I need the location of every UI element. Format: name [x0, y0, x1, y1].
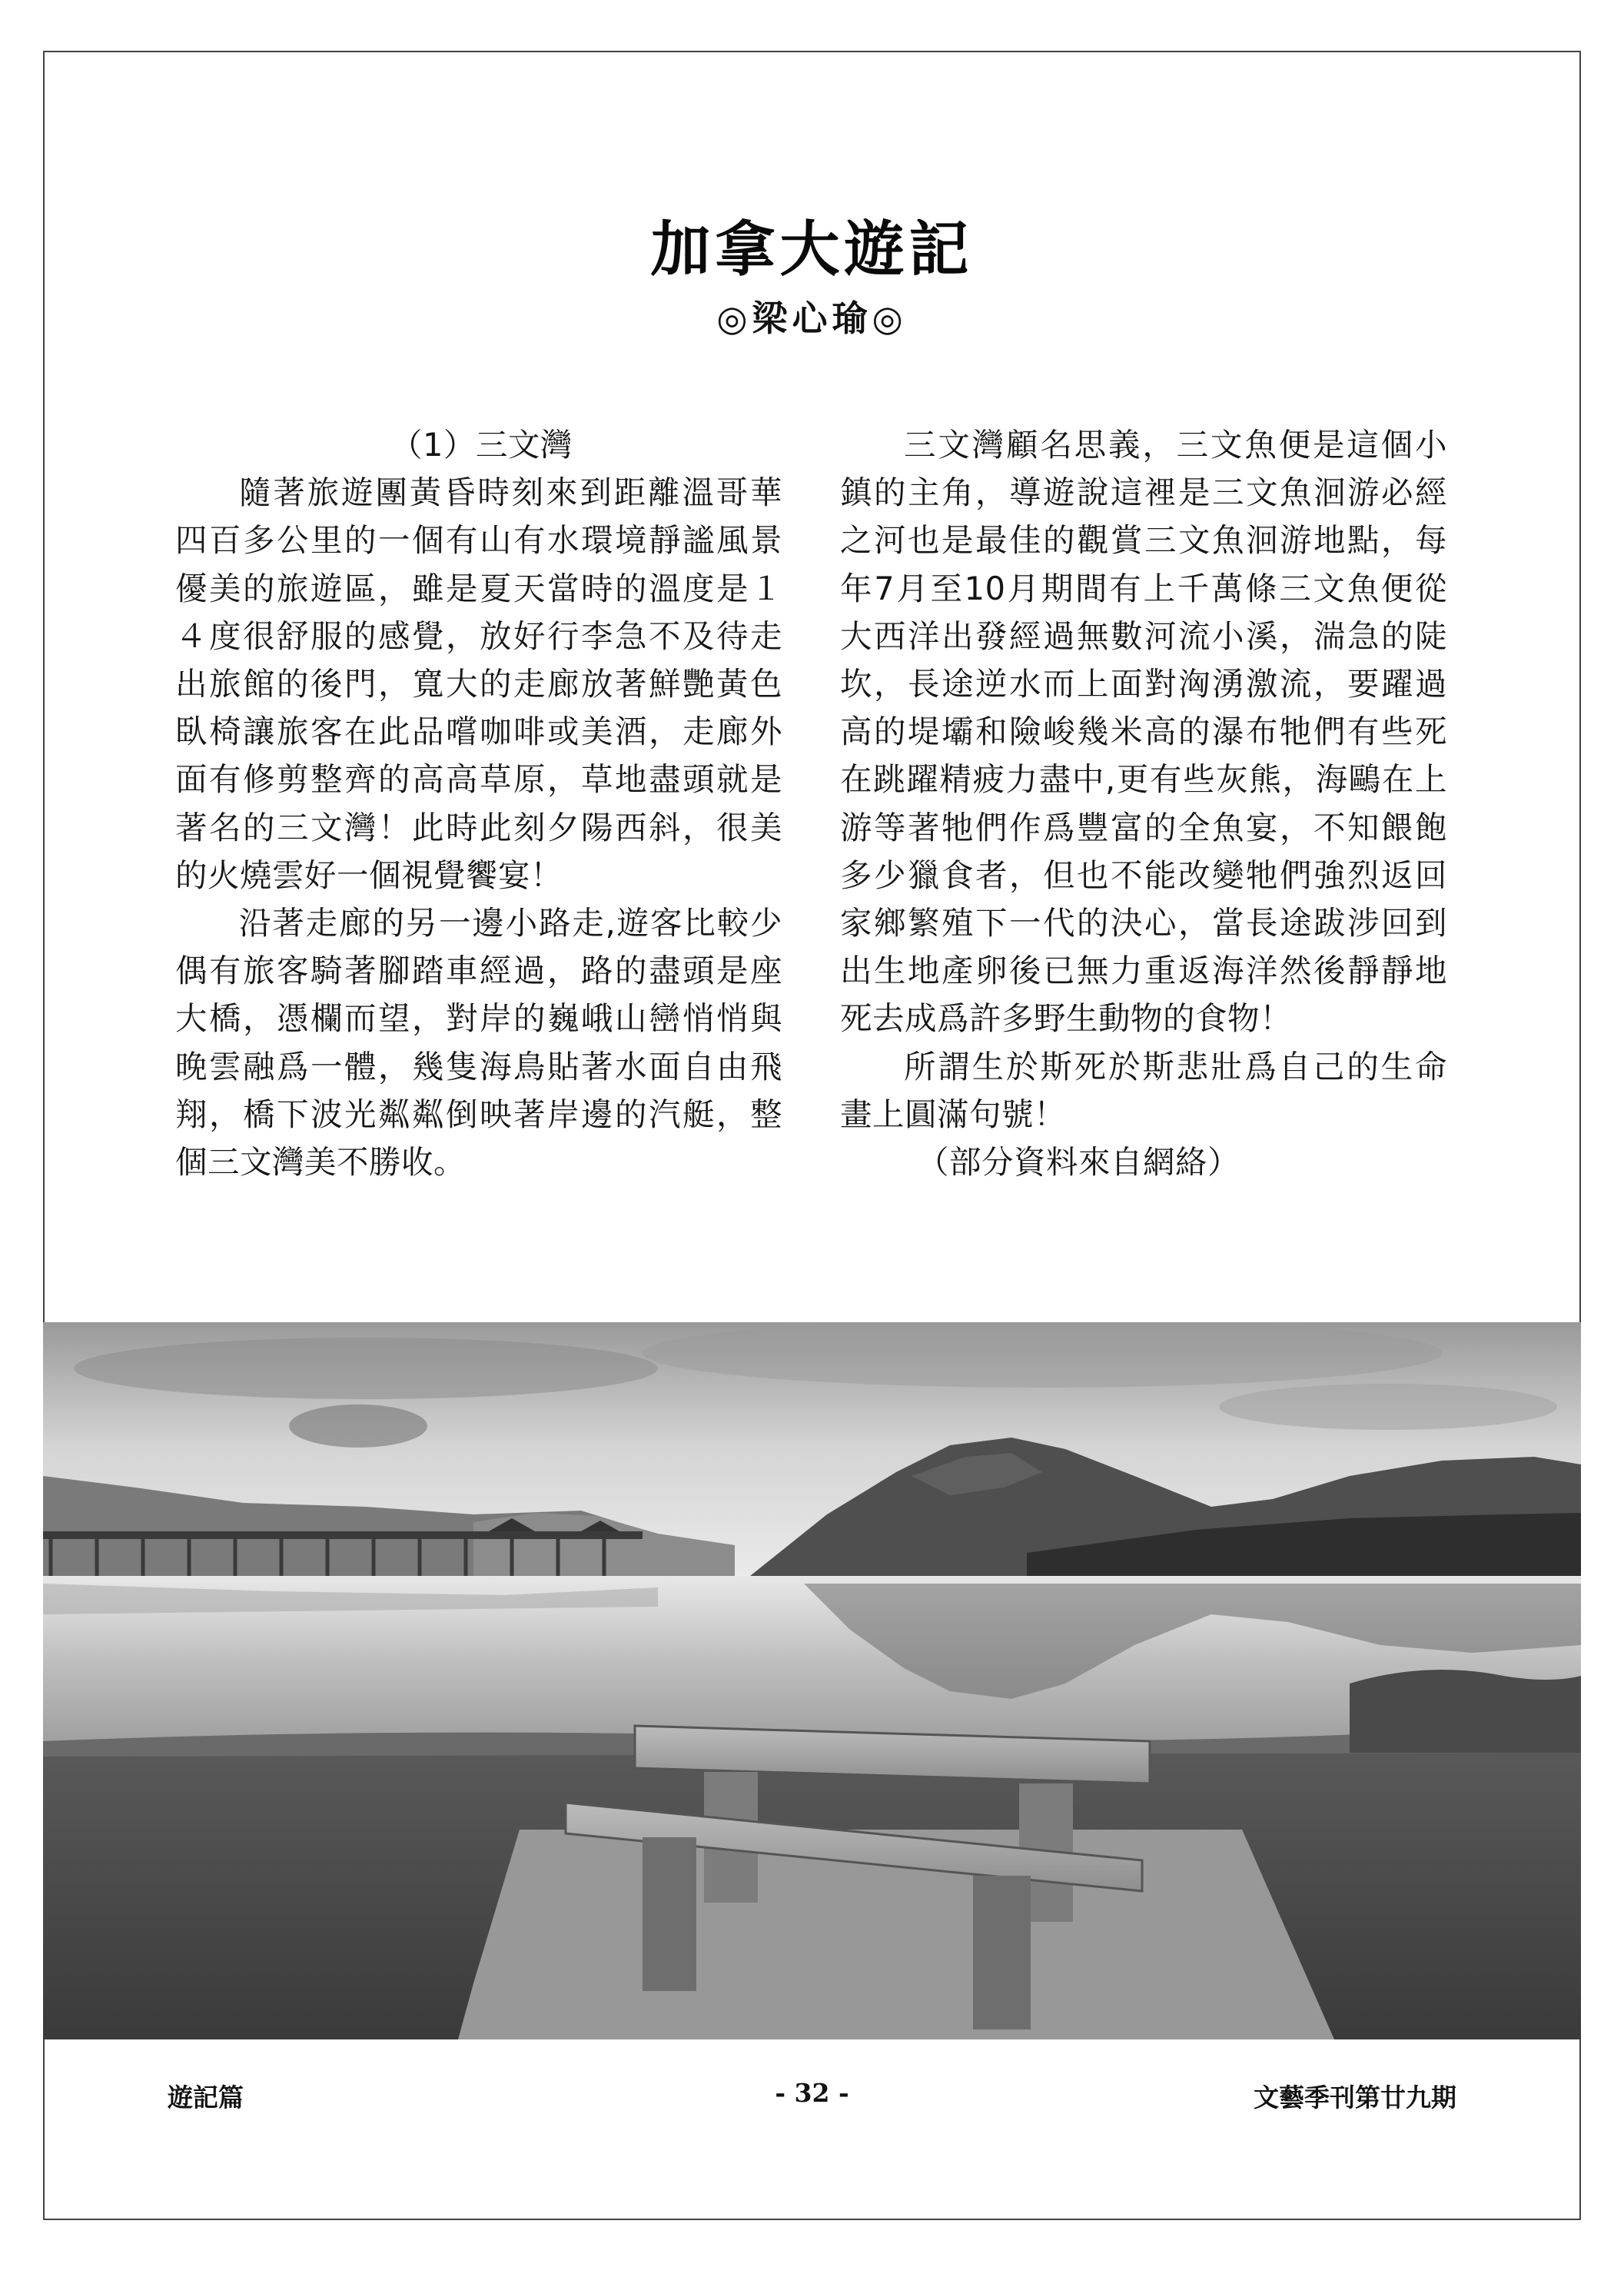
left-paragraph-1: 隨著旅遊團黃昏時刻來到距離溫哥華四百多公里的一個有山有水環境靜謐風景優美的旅遊區，雖是夏天當時的溫度是１４度很舒服的感覺，放好行李急不及待走出旅館的後門，寬大的走廊放著鮮艷黃色臥椅讓旅客在此品嚐咖啡或美酒，走廊外面有修剪整齊的高高草原，草地盡頭就是著名的三文灣！此時此刻夕陽西斜，很美的火燒雲好一個視覺饗宴！	[175, 474, 782, 894]
section-heading: （1）三文灣	[390, 426, 573, 464]
footer-publication: 文藝季刊第廿九期	[1254, 2083, 1456, 2112]
left-column	[175, 421, 782, 1186]
right-paragraph-2: 所謂生於斯死於斯悲壯爲自己的生命畫上圓滿句號！	[840, 1047, 1447, 1133]
article-author: ◎梁心瑜◎	[716, 298, 908, 339]
article-title: 加拿大遊記	[650, 214, 974, 284]
lake-landscape-photo	[43, 1322, 1581, 2039]
footer-section-label: 遊記篇	[168, 2083, 244, 2112]
right-column	[840, 421, 1447, 1186]
right-paragraph-1: 三文灣顧名思義，三文魚便是這個小鎮的主角，導遊說這裡是三文魚洄游必經之河也是最佳的觀賞三文魚洄游地點，每年7月至10月期間有上千萬條三文魚便從大西洋出發經過無數河流小溪，湍急的陡坎，長途逆水而上面對洶湧激流，要躍過高的堤壩和險峻幾米高的瀑布牠們有些死在跳躍精疲力盡中,更有些灰熊，海鷗在上游等著牠們作爲豐富的全魚宴，不知餵飽多少獵食者，但也不能改變牠們強烈返回家鄉繁殖下一代的決心，當長途跋涉回到出生地產卵後已無力重返海洋然後靜靜地死去成爲許多野生動物的食物！	[840, 426, 1447, 1038]
footer-page-number: - 32 -	[775, 2078, 849, 2108]
left-paragraph-2: 沿著走廊的另一邊小路走,遊客比較少偶有旅客騎著腳踏車經過，路的盡頭是座大橋，憑欄而望，對岸的巍峨山巒悄悄與晚雲融爲一體，幾隻海鳥貼著水面自由飛翔，橋下波光粼粼倒映著岸邊的汽艇，整個三文灣美不勝收。	[175, 904, 782, 1182]
source-note: （部分資料來自網絡）	[917, 1143, 1240, 1182]
